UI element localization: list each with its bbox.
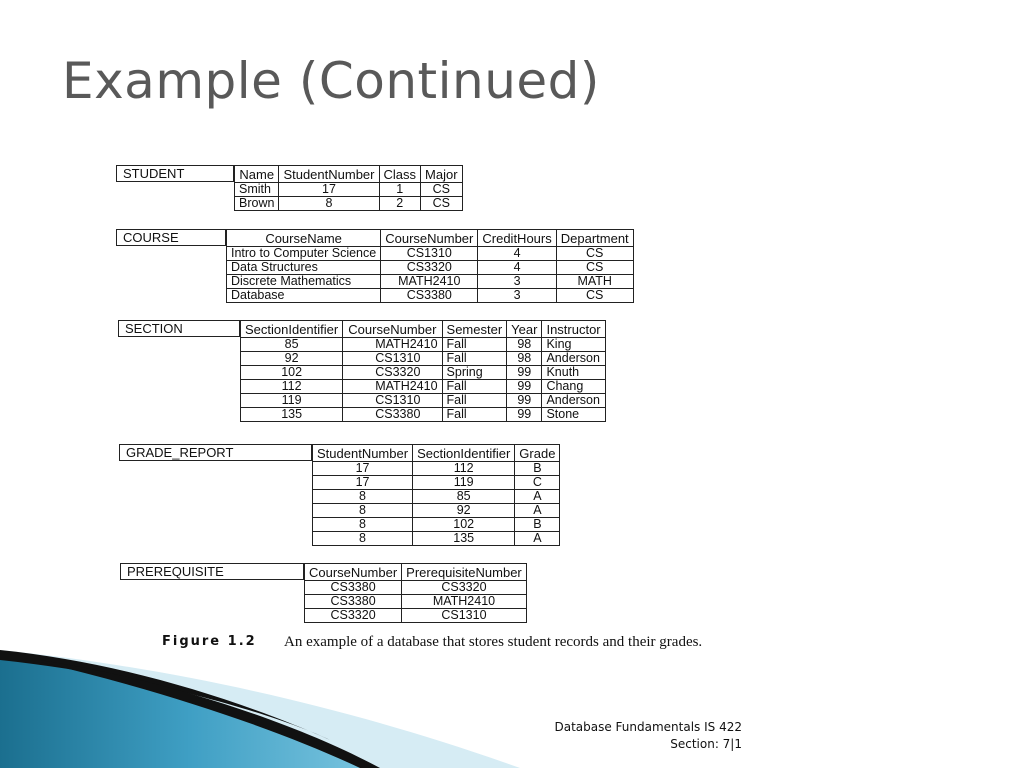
prerequisite-table <box>304 563 527 623</box>
table-cell: CS3320 <box>305 609 402 623</box>
table-cell: 92 <box>413 504 515 518</box>
table-row <box>313 532 560 546</box>
figure-label: Figure 1.2 <box>162 634 257 649</box>
table-cell: 98 <box>507 352 542 366</box>
table-row <box>235 183 463 197</box>
column-header: CourseNumber <box>305 564 402 581</box>
table-cell: 98 <box>507 338 542 352</box>
table-cell: CS3380 <box>343 408 442 422</box>
table-cell: Fall <box>442 408 507 422</box>
table-cell: 119 <box>413 476 515 490</box>
table-cell: 8 <box>279 197 379 211</box>
table-cell: Brown <box>235 197 279 211</box>
column-header: Instructor <box>542 321 605 338</box>
table-cell: A <box>515 490 560 504</box>
table-row <box>305 609 527 623</box>
table-row <box>313 490 560 504</box>
footer-section: Section: 7|1 <box>670 737 742 751</box>
table-cell: 99 <box>507 394 542 408</box>
table-cell: MATH2410 <box>402 595 527 609</box>
table-row <box>313 476 560 490</box>
relation-name: COURSE <box>116 229 226 246</box>
column-header: StudentNumber <box>313 445 413 462</box>
table-cell: 3 <box>478 289 556 303</box>
table-cell: 99 <box>507 408 542 422</box>
table-cell: Fall <box>442 338 507 352</box>
table-cell: CS <box>556 261 633 275</box>
table-row <box>241 338 606 352</box>
table-cell: CS3380 <box>305 595 402 609</box>
table-cell: CS <box>556 289 633 303</box>
table-cell: 17 <box>313 462 413 476</box>
table-cell: MATH2410 <box>343 338 442 352</box>
table-cell: CS3320 <box>343 366 442 380</box>
table-row <box>227 261 634 275</box>
table-cell: CS3320 <box>381 261 478 275</box>
column-header: StudentNumber <box>279 166 379 183</box>
column-header: Name <box>235 166 279 183</box>
table-cell: Fall <box>442 352 507 366</box>
column-header: Year <box>507 321 542 338</box>
table-row <box>241 352 606 366</box>
table-row <box>235 197 463 211</box>
table-cell: 102 <box>413 518 515 532</box>
table-cell: Knuth <box>542 366 605 380</box>
table-row <box>241 380 606 394</box>
table-cell: Fall <box>442 394 507 408</box>
table-cell: 4 <box>478 247 556 261</box>
table-cell: CS3320 <box>402 581 527 595</box>
course-table <box>226 229 634 303</box>
table-cell: 135 <box>241 408 343 422</box>
slide-title: Example (Continued) <box>62 52 600 110</box>
table-cell: Anderson <box>542 352 605 366</box>
table-cell: CS1310 <box>402 609 527 623</box>
table-cell: CS3380 <box>381 289 478 303</box>
table-cell: CS <box>421 197 463 211</box>
table-row <box>227 289 634 303</box>
relation-name: SECTION <box>118 320 240 337</box>
grade-report-table <box>312 444 560 546</box>
relation-name: STUDENT <box>116 165 234 182</box>
column-header: Class <box>379 166 421 183</box>
table-cell: CS3380 <box>305 581 402 595</box>
table-cell: 112 <box>413 462 515 476</box>
table-cell: 135 <box>413 532 515 546</box>
table-cell: Discrete Mathematics <box>227 275 381 289</box>
table-cell: 99 <box>507 380 542 394</box>
table-cell: MATH2410 <box>381 275 478 289</box>
table-row <box>227 247 634 261</box>
column-header: Department <box>556 230 633 247</box>
table-cell: 17 <box>313 476 413 490</box>
column-header: Grade <box>515 445 560 462</box>
column-header: CreditHours <box>478 230 556 247</box>
table-cell: 8 <box>313 518 413 532</box>
table-cell: 3 <box>478 275 556 289</box>
table-row <box>227 275 634 289</box>
table-cell: Spring <box>442 366 507 380</box>
table-cell: Smith <box>235 183 279 197</box>
table-cell: Intro to Computer Science <box>227 247 381 261</box>
column-header: CourseName <box>227 230 381 247</box>
table-cell: 2 <box>379 197 421 211</box>
table-cell: 1 <box>379 183 421 197</box>
table-row <box>305 595 527 609</box>
slide-footer <box>554 719 742 753</box>
column-header: CourseNumber <box>381 230 478 247</box>
table-cell: A <box>515 504 560 518</box>
table-row <box>241 366 606 380</box>
table-cell: Chang <box>542 380 605 394</box>
table-cell: CS1310 <box>343 394 442 408</box>
table-cell: 8 <box>313 490 413 504</box>
table-cell: 8 <box>313 504 413 518</box>
table-cell: 112 <box>241 380 343 394</box>
column-header: Semester <box>442 321 507 338</box>
table-cell: 99 <box>507 366 542 380</box>
table-cell: Database <box>227 289 381 303</box>
table-cell: B <box>515 518 560 532</box>
table-cell: 17 <box>279 183 379 197</box>
table-cell: 102 <box>241 366 343 380</box>
table-cell: King <box>542 338 605 352</box>
table-cell: C <box>515 476 560 490</box>
table-cell: A <box>515 532 560 546</box>
table-cell: 85 <box>241 338 343 352</box>
table-cell: 4 <box>478 261 556 275</box>
table-row <box>241 408 606 422</box>
footer-course: Database Fundamentals IS 422 <box>554 720 742 734</box>
table-cell: MATH2410 <box>343 380 442 394</box>
relation-name: PREREQUISITE <box>120 563 304 580</box>
table-row <box>313 504 560 518</box>
column-header: CourseNumber <box>343 321 442 338</box>
table-cell: 8 <box>313 532 413 546</box>
table-cell: CS1310 <box>343 352 442 366</box>
table-row <box>305 581 527 595</box>
student-table <box>234 165 463 211</box>
table-row <box>313 518 560 532</box>
table-cell: Stone <box>542 408 605 422</box>
table-cell: 92 <box>241 352 343 366</box>
table-cell: CS1310 <box>381 247 478 261</box>
column-header: SectionIdentifier <box>241 321 343 338</box>
table-cell: CS <box>556 247 633 261</box>
table-cell: Fall <box>442 380 507 394</box>
table-cell: CS <box>421 183 463 197</box>
table-cell: B <box>515 462 560 476</box>
table-row <box>313 462 560 476</box>
column-header: SectionIdentifier <box>413 445 515 462</box>
figure-caption-text: An example of a database that stores student records and their grades. <box>284 634 703 650</box>
table-cell: Data Structures <box>227 261 381 275</box>
table-cell: 119 <box>241 394 343 408</box>
table-row <box>241 394 606 408</box>
table-cell: 85 <box>413 490 515 504</box>
table-cell: MATH <box>556 275 633 289</box>
column-header: Major <box>421 166 463 183</box>
section-table <box>240 320 606 422</box>
relation-name: GRADE_REPORT <box>119 444 312 461</box>
table-cell: Anderson <box>542 394 605 408</box>
column-header: PrerequisiteNumber <box>402 564 527 581</box>
